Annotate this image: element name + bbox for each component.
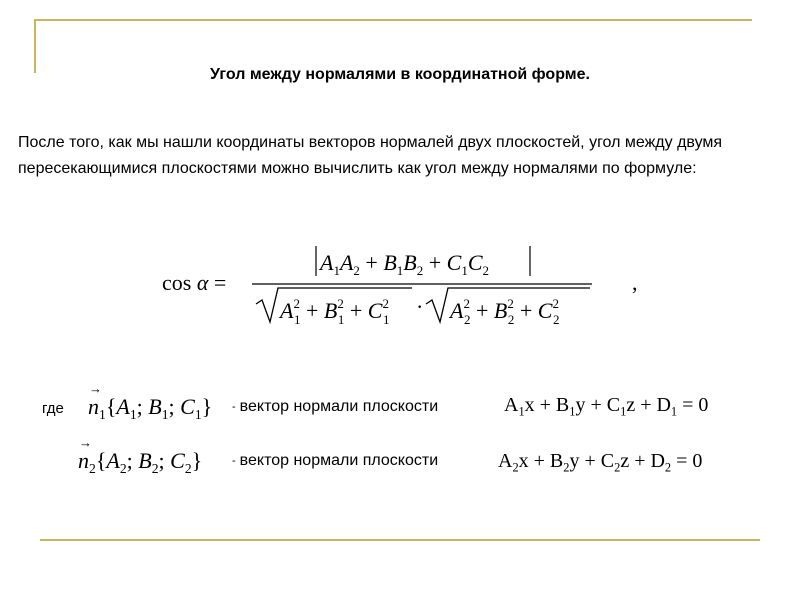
formula-lhs: cos α = xyxy=(162,270,227,295)
svg-text:A21 + B21 + C21: $A^2$ $1 + B^2$ $1 + C^2$ 1 xyxy=(280,296,390,327)
cosine-formula xyxy=(150,238,650,328)
where-label: где xyxy=(42,400,64,417)
normal-description-2 xyxy=(232,452,438,470)
plane-equation-1: $A_1x + B_1y + C_1z + D_1 = 0$ xyxy=(504,394,709,419)
left-rule xyxy=(34,19,36,73)
normal-vector-1: → $n_1\{A_1$; $B_1$; $C_1$} xyxy=(88,394,212,423)
svg-text:A22 + B22 + C22: $A^2$ $2 + B^2$ $2 + C^2$ 2 xyxy=(450,296,560,327)
formula-comma: , xyxy=(632,270,638,295)
svg-text:A1A2 + B1B2 + C1C2: $A_1A_2 + B_1B_2 + C_1C_2$ xyxy=(320,250,490,278)
intro-paragraph: После того, как мы нашли координаты векторов нормалей двух плоскостей, угол между двумя пересекающимися плоскостями можно вычислить как угол между нормалями по формуле: xyxy=(18,134,723,177)
dash-1: - xyxy=(232,400,236,413)
formula-numerator xyxy=(316,246,530,278)
formula-svg xyxy=(150,238,650,328)
slide-title: Угол между нормалями в координатной форме. xyxy=(210,66,590,83)
normal-description-1 xyxy=(232,398,438,416)
normal-vector-2: → $n_2\{A_2$; $B_2$; $C_2$} xyxy=(78,448,202,477)
plane-equation-2: $A_2x + B_2y + C_2z + D_2 = 0$ xyxy=(498,450,703,475)
bottom-rule xyxy=(40,539,760,541)
dash-2: - xyxy=(232,454,236,467)
formula-denominator xyxy=(256,288,590,327)
normal-description-text-2: вектор нормали плоскости xyxy=(239,452,439,469)
top-rule xyxy=(34,19,752,21)
svg-text:·: · xyxy=(416,294,424,319)
normal-description-text-1: вектор нормали плоскости xyxy=(239,398,439,415)
